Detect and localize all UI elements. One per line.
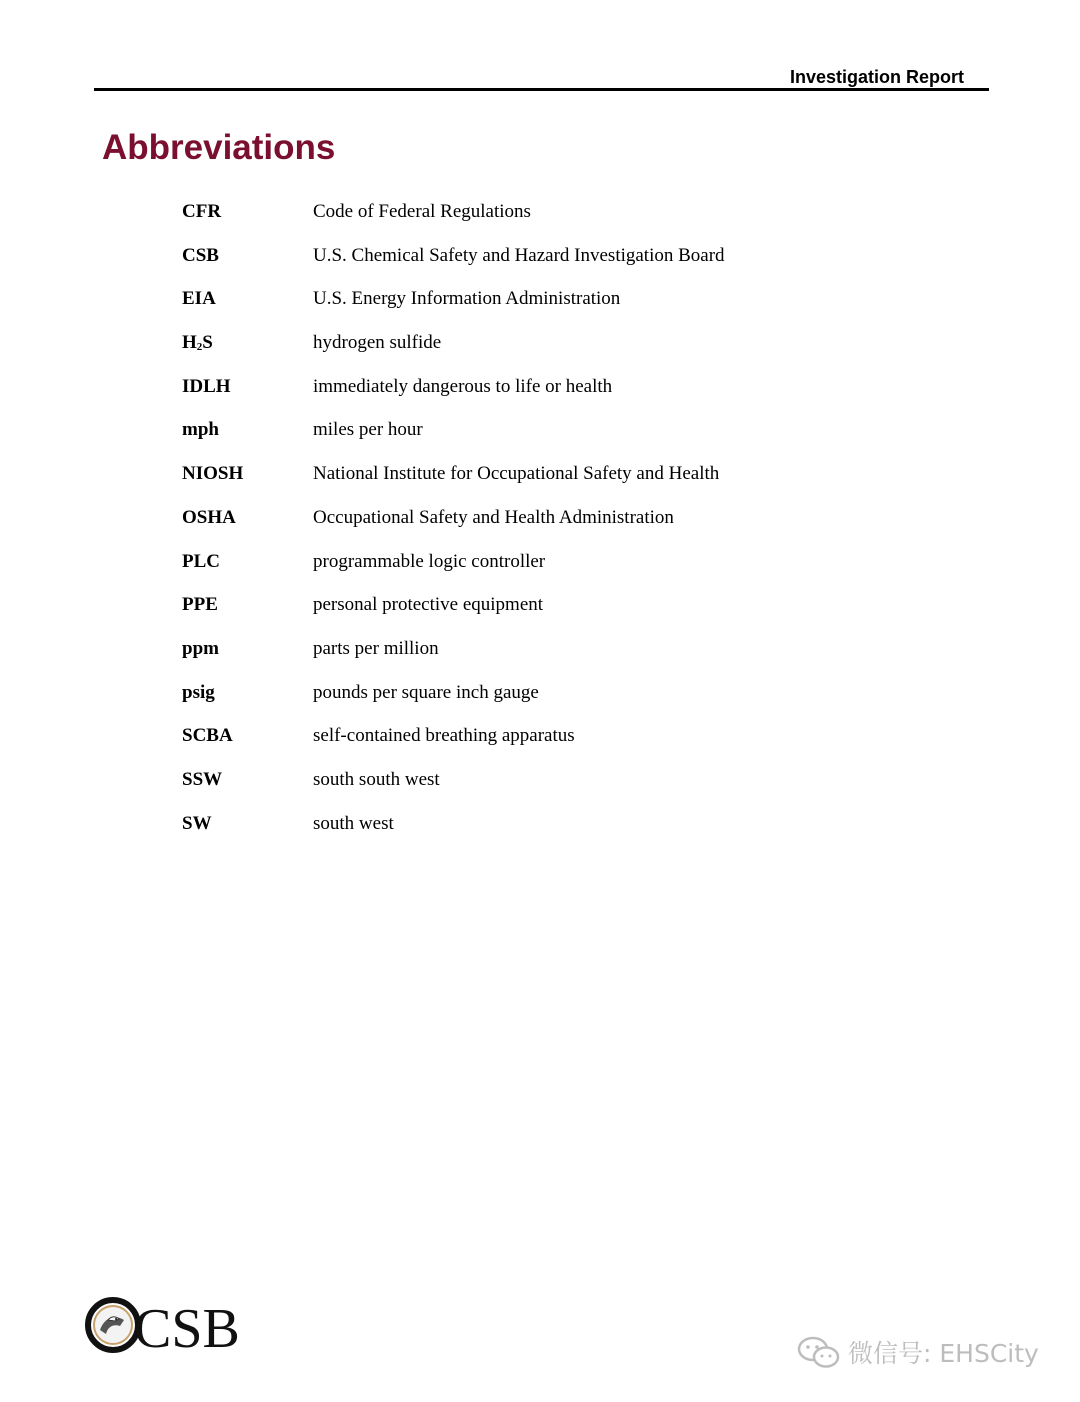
wechat-icon bbox=[796, 1335, 842, 1369]
csb-logo-text: CSB bbox=[134, 1298, 240, 1360]
abbreviation-definition: miles per hour bbox=[313, 419, 423, 441]
abbreviation-term: OSHA bbox=[182, 506, 236, 528]
abbreviation-term: IDLH bbox=[182, 375, 231, 397]
abbreviation-term: CSB bbox=[182, 244, 219, 266]
abbreviation-term: ppm bbox=[182, 637, 219, 659]
list-item bbox=[182, 635, 882, 679]
abbreviation-term: psig bbox=[182, 681, 215, 703]
abbreviation-definition: immediately dangerous to life or health bbox=[313, 375, 613, 397]
abbreviation-term: mph bbox=[182, 419, 219, 441]
csb-seal-icon bbox=[84, 1296, 240, 1360]
abbreviation-term: EIA bbox=[182, 288, 216, 310]
list-item bbox=[182, 722, 882, 766]
list-item bbox=[182, 373, 882, 417]
list-item bbox=[182, 329, 882, 373]
abbreviation-list bbox=[182, 198, 882, 853]
watermark bbox=[796, 1334, 1039, 1370]
list-item bbox=[182, 504, 882, 548]
list-item bbox=[182, 198, 882, 242]
list-item bbox=[182, 766, 882, 810]
abbreviation-term: PPE bbox=[182, 594, 218, 616]
abbreviation-term: NIOSH bbox=[182, 463, 244, 485]
abbreviation-term-main: H bbox=[182, 332, 197, 354]
list-item bbox=[182, 548, 882, 592]
list-item bbox=[182, 679, 882, 723]
abbreviation-definition: self-contained breathing apparatus bbox=[313, 725, 575, 747]
abbreviation-term bbox=[182, 329, 213, 361]
list-item bbox=[182, 810, 882, 854]
abbreviation-term: SSW bbox=[182, 768, 223, 790]
header-rule bbox=[94, 88, 989, 91]
abbreviation-definition: Occupational Safety and Health Administration bbox=[313, 506, 674, 528]
abbreviation-term-tail: S bbox=[202, 332, 213, 354]
abbreviation-term: SCBA bbox=[182, 725, 233, 747]
abbreviation-definition: hydrogen sulfide bbox=[313, 332, 442, 354]
abbreviation-definition: south south west bbox=[313, 768, 440, 790]
abbreviation-term: PLC bbox=[182, 550, 220, 572]
abbreviation-definition: U.S. Chemical Safety and Hazard Investigation Board bbox=[313, 244, 725, 266]
page-title: Abbreviations bbox=[102, 128, 336, 167]
abbreviation-definition: personal protective equipment bbox=[313, 594, 544, 616]
abbreviation-definition: National Institute for Occupational Safety and Health bbox=[313, 463, 720, 485]
csb-logo bbox=[84, 1296, 240, 1360]
watermark-text: 微信号: EHSCity bbox=[848, 1339, 1039, 1368]
abbreviation-term-subscript: 2 bbox=[196, 341, 203, 354]
abbreviation-definition: U.S. Energy Information Administration bbox=[313, 288, 621, 310]
header-title: Investigation Report bbox=[789, 67, 964, 87]
abbreviation-definition: parts per million bbox=[313, 637, 439, 659]
list-item bbox=[182, 416, 882, 460]
abbreviation-definition: pounds per square inch gauge bbox=[313, 681, 539, 703]
abbreviation-definition: south west bbox=[313, 812, 394, 834]
abbreviation-term: CFR bbox=[182, 201, 222, 222]
abbreviation-term: SW bbox=[182, 812, 212, 834]
abbreviation-definition: programmable logic controller bbox=[313, 550, 546, 572]
list-item bbox=[182, 460, 882, 504]
list-item bbox=[182, 591, 882, 635]
list-item bbox=[182, 285, 882, 329]
list-item bbox=[182, 242, 882, 286]
abbreviation-definition: Code of Federal Regulations bbox=[313, 201, 531, 222]
